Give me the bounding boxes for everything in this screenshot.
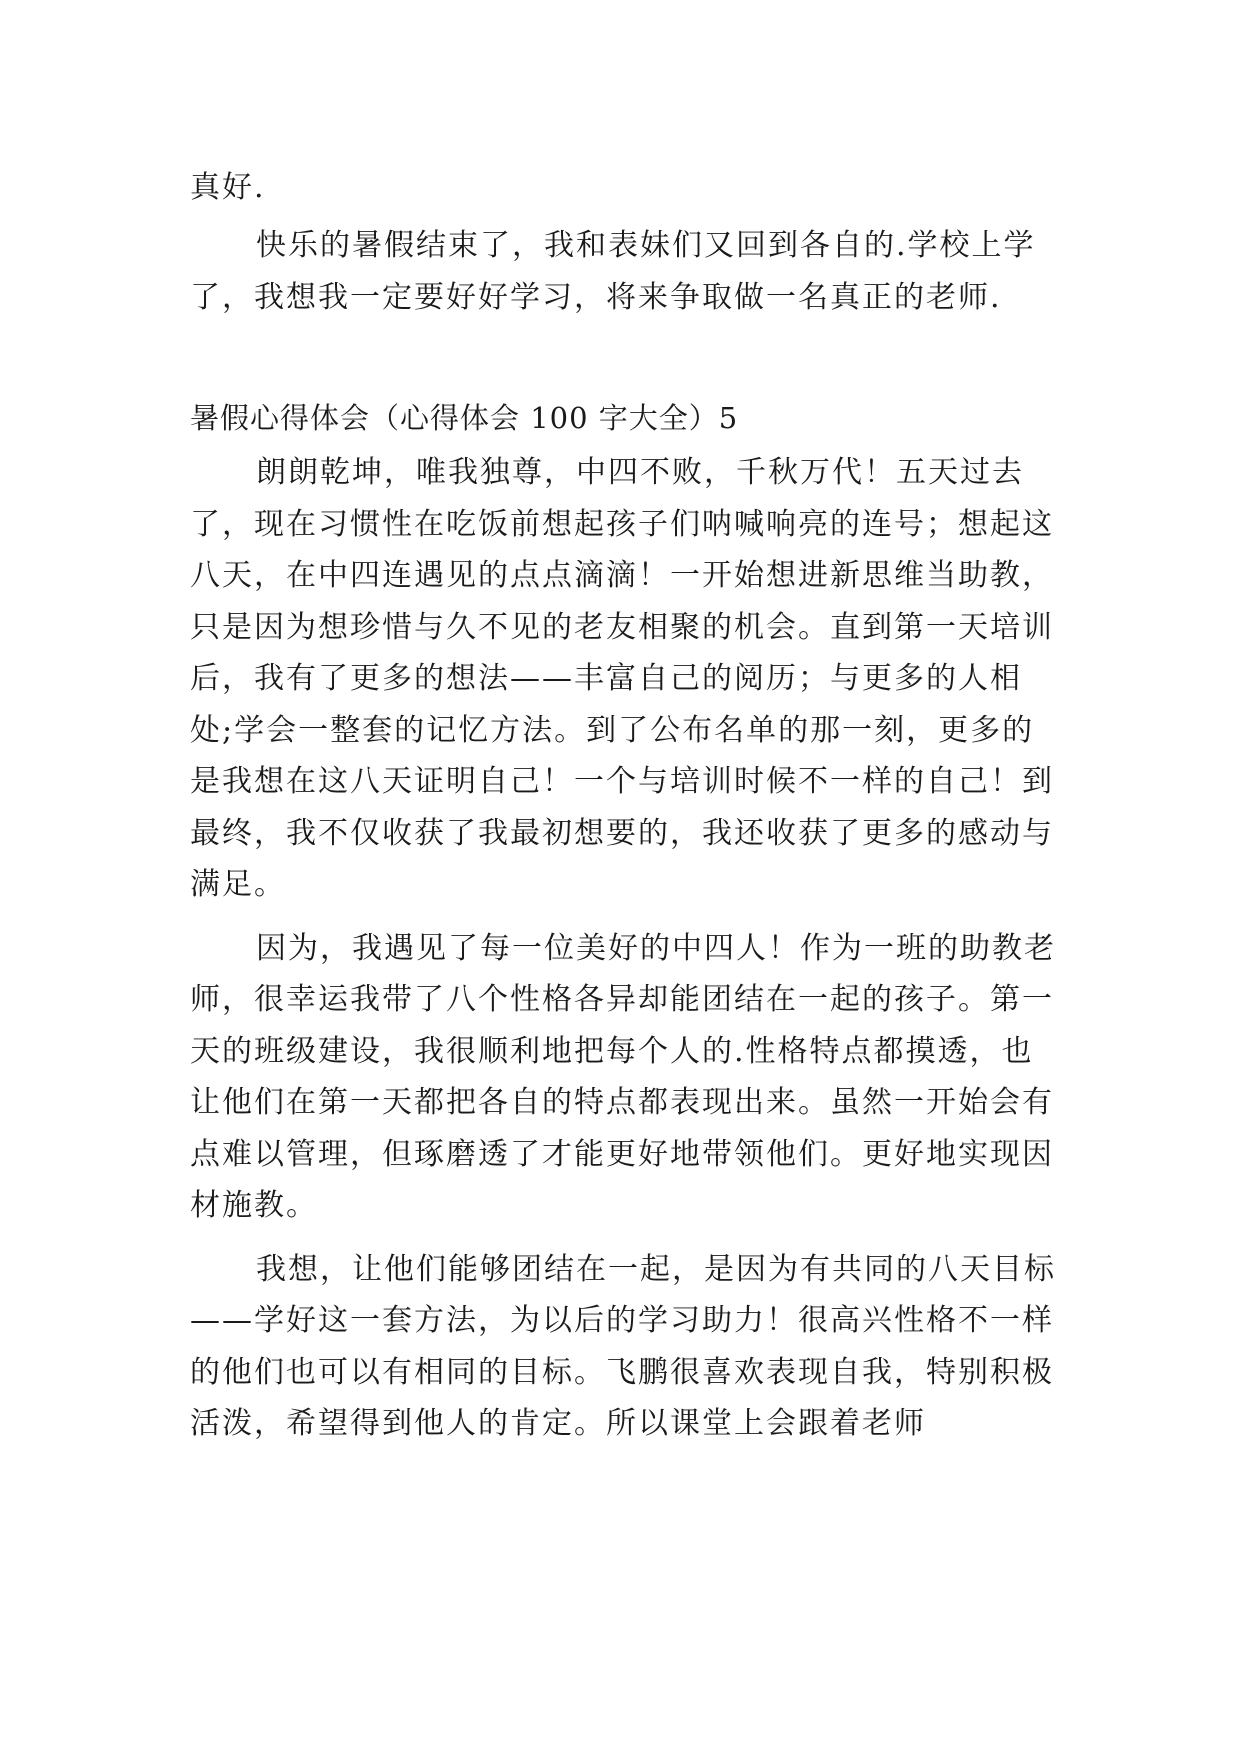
body-text — [190, 447, 1060, 1462]
section-heading: 暑假心得体会（心得体会 100 字大全）5 — [190, 401, 739, 435]
body-paragraph-1: 朗朗乾坤，唯我独尊，中四不败，千秋万代！五天过去了，现在习惯性在吃饭前想起孩子们呐喊响亮的连号；想起这八天，在中四连遇见的点点滴滴！一开始想进新思维当助教，只是因为想珍惜与久不见的老友相聚的机会。直到第一天培训后，我有了更多的想法——丰富自己的阅历；与更多的人相处;学会一整套的记忆方法。到了公布名单的那一刻，更多的是我想在这八天证明自己！一个与培训时候不一样的自己！到最终，我不仅收获了我最初想要的，我还收获了更多的感动与满足。 — [190, 455, 1054, 902]
body-paragraph-2: 因为，我遇见了每一位美好的中四人！作为一班的助教老师，很幸运我带了八个性格各异却能团结在一起的孩子。第一天的班级建设，我很顺利地把每个人的.性格特点都摸透，也让他们在第一天都把各自的特点都表现出来。虽然一开始会有点难以管理，但琢磨透了才能更好地带领他们。更好地实现因材施教。 — [190, 930, 1056, 1223]
closing-block — [190, 220, 1060, 335]
continuation-line: 真好. — [190, 170, 266, 205]
body-paragraph-3: 我想，让他们能够团结在一起，是因为有共同的八天目标——学好这一套方法，为以后的学习助力！很高兴性格不一样的他们也可以有相同的目标。飞鹏很喜欢表现自我，特别积极活泼，希望得到他人的肯定。所以课堂上会跟着老师 — [190, 1251, 1056, 1441]
closing-paragraph: 快乐的暑假结束了，我和表妹们又回到各自的.学校上学了，我想我一定要好好学习，将来争取做一名真正的老师. — [190, 228, 1036, 315]
continuation-text — [190, 162, 1060, 214]
